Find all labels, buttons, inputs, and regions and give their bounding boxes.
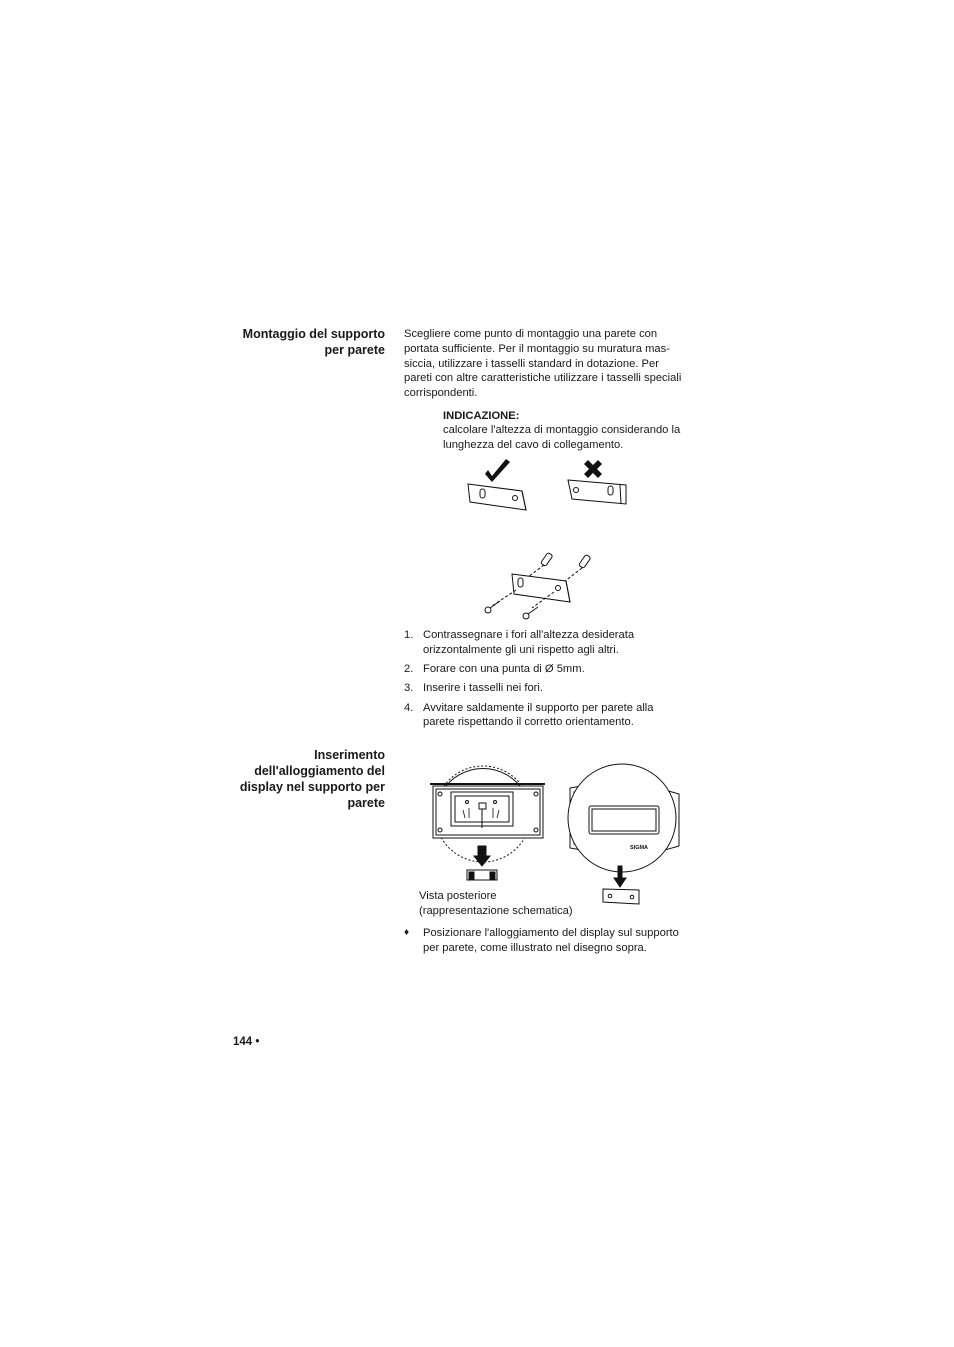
note-line: calcolare l'altezza di montaggio considerando la bbox=[443, 424, 681, 436]
figure-caption bbox=[419, 889, 619, 919]
wall-anchor bbox=[541, 552, 553, 566]
paragraph-line: portata sufficiente. Per il montaggio su muratura mas- bbox=[404, 342, 670, 355]
check-icon bbox=[485, 459, 510, 482]
bullet-text: per parete, come illustrato nel disegno sopra. bbox=[423, 941, 647, 954]
section-heading-insertion bbox=[195, 747, 385, 811]
cross-icon bbox=[584, 460, 602, 478]
arrow-down-icon bbox=[474, 846, 490, 866]
rear-view-figure bbox=[425, 762, 550, 884]
heading-line: Montaggio del supporto bbox=[242, 327, 385, 341]
heading-line: parete bbox=[347, 796, 385, 810]
note-title: INDICAZIONE: bbox=[443, 410, 520, 422]
step-number: 1. bbox=[404, 629, 414, 641]
display-housing bbox=[568, 764, 676, 872]
step-number: 4. bbox=[404, 701, 414, 714]
bracket-orientation-figure bbox=[460, 458, 640, 518]
wall-bracket bbox=[512, 574, 570, 602]
heading-line: per parete bbox=[324, 343, 385, 357]
step-text: parete rispettando il corretto orientamento. bbox=[423, 716, 634, 729]
step-item bbox=[404, 681, 704, 696]
page-number: 144 • bbox=[233, 1036, 260, 1048]
step-text: orizzontalmente gli uni rispetto agli altri. bbox=[423, 643, 619, 656]
bracket-correct bbox=[468, 484, 526, 510]
diamond-bullet-icon: ♦ bbox=[404, 927, 410, 938]
paragraph-line: corrispondenti. bbox=[404, 387, 478, 400]
bullet-text: Posizionare l'alloggiamento del display sul supporto bbox=[423, 927, 679, 939]
step-text: Inserire i tasselli nei fori. bbox=[423, 682, 543, 695]
step-text: Avvitare saldamente il supporto per parete alla bbox=[423, 701, 654, 714]
front-view-figure bbox=[565, 768, 690, 908]
intro-paragraph bbox=[404, 327, 704, 401]
screw bbox=[523, 607, 538, 619]
caption-line: Vista posteriore bbox=[419, 890, 497, 902]
step-text: Contrassegnare i fori all'altezza desiderata bbox=[423, 629, 635, 641]
step-number: 3. bbox=[404, 682, 414, 695]
step-text: Forare con una punta di Ø 5mm. bbox=[423, 663, 585, 676]
paragraph-line: Scegliere come punto di montaggio una parete con bbox=[404, 328, 658, 340]
heading-line: Inserimento bbox=[314, 748, 385, 762]
section-heading-mounting bbox=[195, 326, 385, 358]
steps-list bbox=[404, 628, 704, 735]
step-number: 2. bbox=[404, 663, 414, 676]
paragraph-line: pareti con altre caratteristiche utilizzare i tasselli speciali bbox=[404, 372, 682, 385]
screw bbox=[485, 601, 500, 613]
step-item bbox=[404, 662, 704, 677]
caption-line: (rappresentazione schematica) bbox=[419, 904, 573, 917]
heading-line: dell'alloggiamento del bbox=[254, 764, 385, 778]
paragraph-line: siccia, utilizzare i tasselli standard in dotazione. Per bbox=[404, 357, 659, 370]
bracket-incorrect bbox=[568, 480, 626, 504]
wall-anchor bbox=[579, 554, 591, 568]
bracket-screws-figure bbox=[478, 548, 598, 620]
brand-logo: SIGMA bbox=[630, 845, 649, 851]
note-line: lunghezza del cavo di collegamento. bbox=[443, 438, 624, 451]
step-item bbox=[404, 701, 704, 731]
note-block bbox=[443, 409, 703, 453]
step-item bbox=[404, 628, 704, 658]
heading-line: display nel supporto per bbox=[239, 780, 385, 794]
bullet-instruction bbox=[404, 926, 704, 956]
